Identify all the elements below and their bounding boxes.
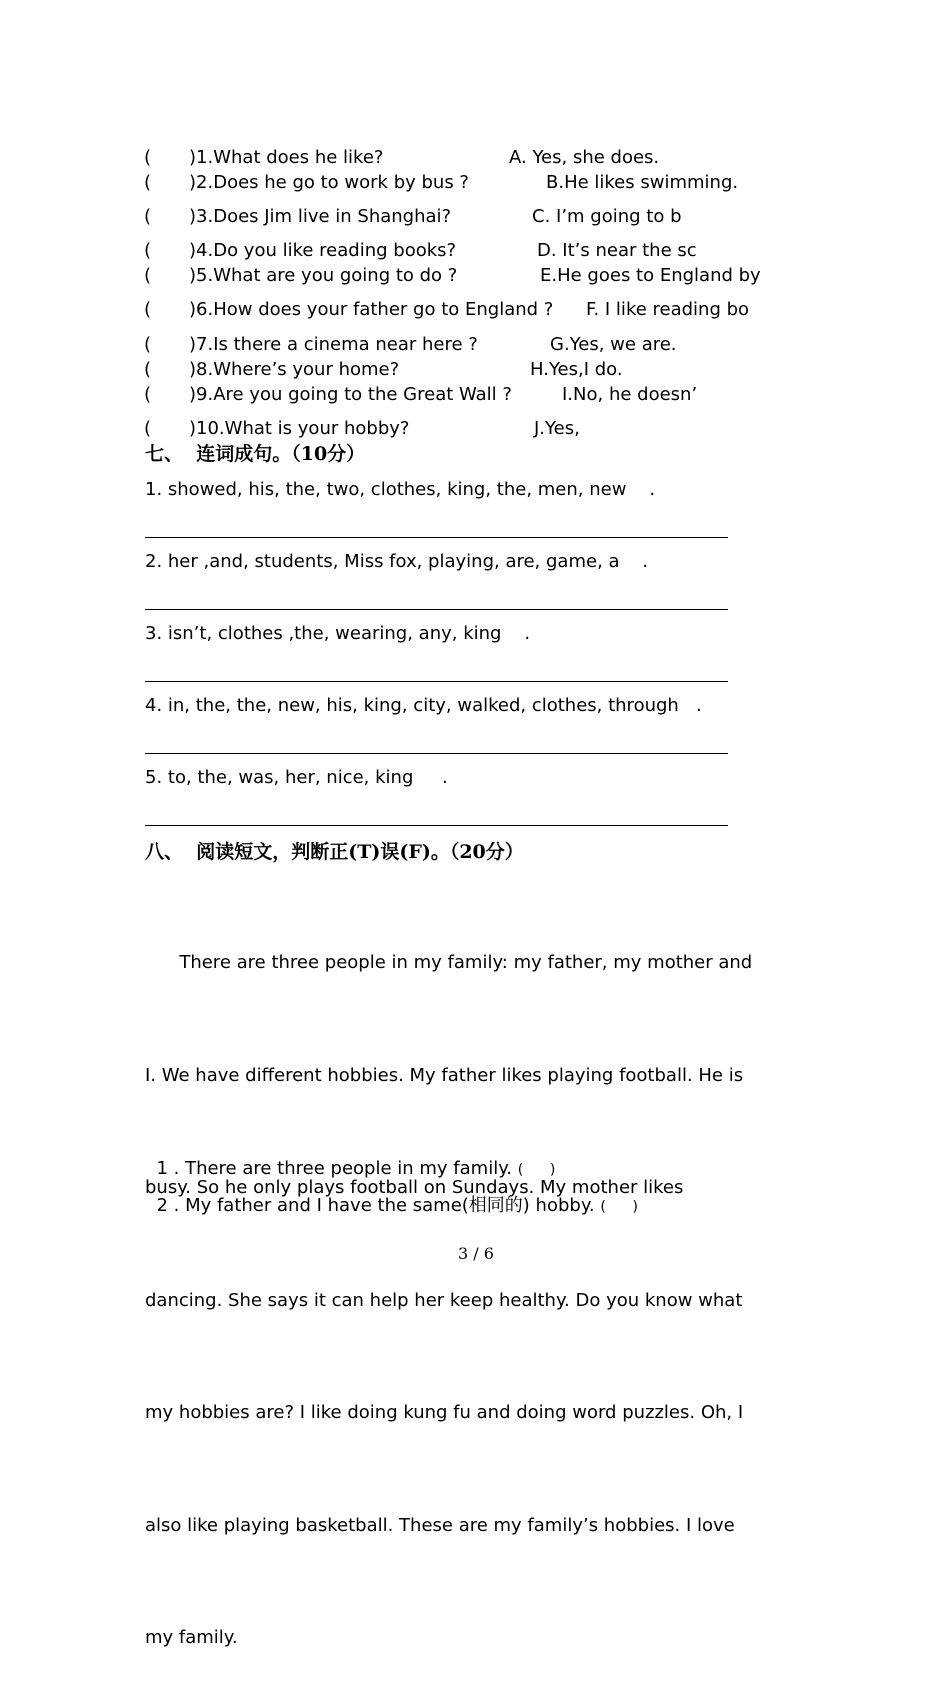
answer-open-paren: ( xyxy=(144,206,152,227)
matching-question xyxy=(189,334,478,356)
section-7-heading: 七、 连词成句。（10分） xyxy=(145,443,366,465)
answer-close-paren: ) xyxy=(189,334,197,355)
answer-open-paren: ( xyxy=(144,359,152,380)
answer-open-paren: ( xyxy=(144,299,152,320)
answer-paren[interactable]: ( ) xyxy=(517,1162,556,1178)
question-text: 10.What is your hobby? xyxy=(196,418,410,439)
passage-line: I. We have different hobbies. My father likes playing football. He is xyxy=(145,1064,744,1086)
answer-paren[interactable]: ( ) xyxy=(600,1199,638,1215)
passage-line: my family. xyxy=(145,1627,238,1648)
answer-open-paren: ( xyxy=(144,418,152,439)
answer-close-paren: ) xyxy=(189,240,197,261)
passage-line: busy. So he only plays football on Sundays. My mother likes xyxy=(145,1177,684,1198)
question-text: 9.Are you going to the Great Wall ? xyxy=(196,384,512,405)
matching-question xyxy=(189,147,383,169)
answer-close-paren: ) xyxy=(189,265,197,286)
question-text: 3.Does Jim live in Shanghai? xyxy=(196,206,452,227)
answer-open-paren: ( xyxy=(144,334,152,355)
matching-answer: E.He goes to England by xyxy=(540,265,761,286)
section-8-heading: 八、 阅读短文，判断正(T)误(F)。（20分） xyxy=(145,841,524,863)
matching-question xyxy=(189,265,457,287)
passage-line: my hobbies are? I like doing kung fu and doing word puzzles. Oh, I xyxy=(145,1402,744,1423)
page-number: 3 / 6 xyxy=(458,1244,494,1263)
answer-open-paren: ( xyxy=(144,240,152,261)
passage-line: also like playing basketball. These are my family’s hobbies. I love xyxy=(145,1514,735,1536)
answer-close-paren: ) xyxy=(189,172,197,193)
matching-question xyxy=(189,359,399,381)
matching-answer: G.Yes, we are. xyxy=(550,334,677,355)
sentence-item: 2. her ,and, students, Miss fox, playing, are, game, a . xyxy=(145,551,649,572)
question-text: 2.Does he go to work by bus ? xyxy=(196,172,469,193)
answer-open-paren: ( xyxy=(144,384,152,405)
answer-close-paren: ) xyxy=(189,147,197,168)
answer-line[interactable] xyxy=(145,825,728,826)
answer-open-paren: ( xyxy=(144,172,152,193)
sentence-item: 5. to, the, was, her, nice, king . xyxy=(145,767,448,788)
reading-passage xyxy=(145,869,752,1694)
matching-question xyxy=(189,206,451,228)
sentence-item: 4. in, the, the, new, his, king, city, walked, clothes, through . xyxy=(145,695,702,716)
sentence-item: 1. showed, his, the, two, clothes, king, the, men, new . xyxy=(145,479,656,500)
matching-question xyxy=(189,299,553,321)
question-text: 8.Where’s your home? xyxy=(196,359,400,380)
tf-question-2 xyxy=(145,1173,638,1218)
answer-open-paren: ( xyxy=(144,265,152,286)
matching-answer: B.He likes swimming. xyxy=(546,172,739,193)
passage-line: dancing. She says it can help her keep healthy. Do you know what xyxy=(145,1289,743,1311)
answer-line[interactable] xyxy=(145,681,728,682)
question-text: 5.What are you going to do ? xyxy=(196,265,458,286)
answer-close-paren: ) xyxy=(189,384,197,405)
answer-line[interactable] xyxy=(145,537,728,538)
matching-question xyxy=(189,418,409,440)
question-text: 6.How does your father go to England ? xyxy=(196,299,554,320)
answer-close-paren: ) xyxy=(189,299,197,320)
passage-line: There are three people in my family: my father, my mother and xyxy=(145,952,753,973)
matching-answer: A. Yes, she does. xyxy=(509,147,660,168)
matching-answer: H.Yes,I do. xyxy=(530,359,623,380)
answer-line[interactable] xyxy=(145,609,728,610)
matching-answer: C. I’m going to b xyxy=(532,206,682,227)
matching-question xyxy=(189,240,456,262)
answer-close-paren: ) xyxy=(189,418,197,439)
matching-answer: J.Yes, xyxy=(534,418,580,439)
question-text: 7.Is there a cinema near here ? xyxy=(196,334,478,355)
tf-question-text: 2 . My father and I have the same(相同的) hobby. xyxy=(156,1195,601,1216)
answer-close-paren: ) xyxy=(189,359,197,380)
matching-answer: I.No, he doesn’ xyxy=(562,384,698,405)
question-text: 4.Do you like reading books? xyxy=(196,240,457,261)
matching-answer: D. It’s near the sc xyxy=(537,240,697,261)
sentence-item: 3. isn’t, clothes ,the, wearing, any, king . xyxy=(145,623,531,644)
answer-close-paren: ) xyxy=(189,206,197,227)
question-text: 1.What does he like? xyxy=(196,147,384,168)
answer-line[interactable] xyxy=(145,753,728,754)
answer-open-paren: ( xyxy=(144,147,152,168)
matching-answer: F. I like reading bo xyxy=(586,299,750,320)
tf-question-text: 1 . There are three people in my family. xyxy=(156,1158,518,1179)
matching-question xyxy=(189,172,469,194)
matching-question xyxy=(189,384,512,406)
